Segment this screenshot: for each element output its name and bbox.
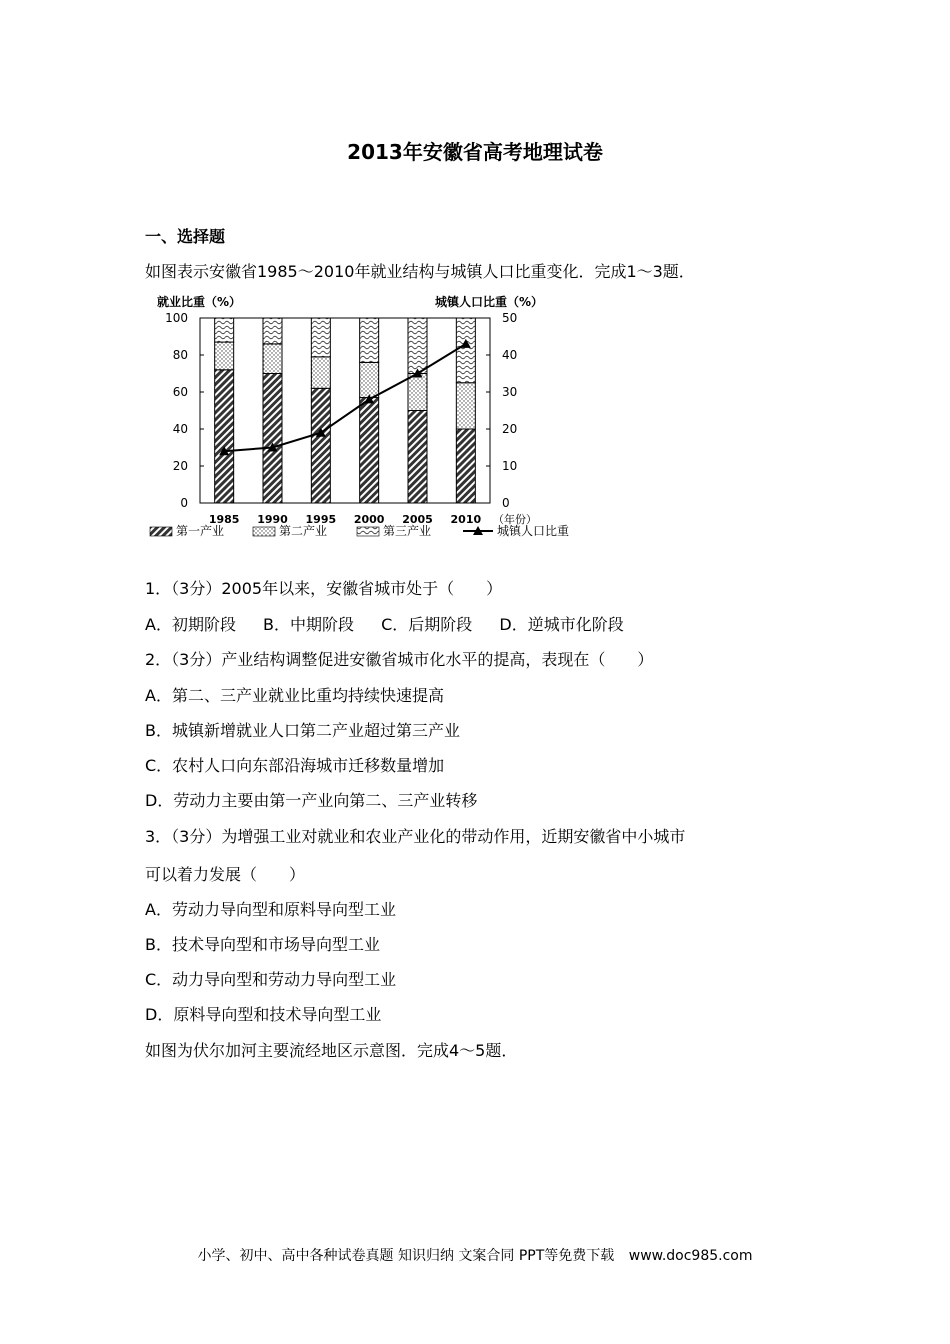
right-tick-label: 50 bbox=[502, 311, 518, 325]
legend-label-2: 第二产业 bbox=[279, 524, 328, 538]
bar-primary-industry bbox=[263, 374, 282, 504]
footer-text: 小学、初中、高中各种试卷真题 知识归纳 文案合同 PPT等免费下载 bbox=[197, 1248, 615, 1264]
right-tick-label: 10 bbox=[502, 459, 518, 473]
left-tick-label: 100 bbox=[165, 311, 188, 325]
left-tick-label: 60 bbox=[172, 385, 188, 399]
right-tick-label: 0 bbox=[502, 496, 510, 510]
question-1: 1．（3分）2005年以来，安徽省城市处于（ ） bbox=[145, 579, 503, 598]
legend-swatch-1 bbox=[150, 527, 172, 536]
question-2: 2．（3分）产业结构调整促进安徽省城市化水平的提高，表现在（ ） bbox=[145, 650, 654, 669]
right-axis-label: 城镇人口比重（%） bbox=[435, 295, 544, 309]
intro-text-2: 如图为伏尔加河主要流经地区示意图．完成4～5题． bbox=[145, 1041, 518, 1060]
q1-option-c: C．后期阶段 bbox=[381, 615, 473, 634]
bar-secondary-industry bbox=[360, 362, 379, 397]
left-tick-label: 0 bbox=[180, 496, 188, 510]
x-tick-label: 1990 bbox=[257, 513, 288, 526]
x-tick-label: 1995 bbox=[305, 513, 337, 526]
x-axis-label: （年份） bbox=[493, 513, 537, 526]
right-tick-label: 30 bbox=[502, 385, 518, 399]
footer-url[interactable]: www.doc985.com bbox=[628, 1248, 753, 1264]
q3-option-d: D．原料导向型和技术导向型工业 bbox=[145, 1005, 382, 1024]
q3-option-b: B．技术导向型和市场导向型工业 bbox=[145, 935, 380, 954]
right-tick-label: 40 bbox=[502, 348, 518, 362]
left-tick-label: 40 bbox=[172, 422, 188, 436]
footer bbox=[0, 1245, 950, 1265]
left-tick-label: 80 bbox=[172, 348, 188, 362]
q2-option-a: A．第二、三产业就业比重均持续快速提高 bbox=[145, 686, 444, 705]
q1-option-b: B．中期阶段 bbox=[263, 615, 355, 634]
plot-frame bbox=[200, 318, 490, 503]
bar-tertiary-industry bbox=[456, 318, 475, 383]
bar-secondary-industry bbox=[408, 374, 427, 411]
left-tick-label: 20 bbox=[172, 459, 188, 473]
bar-tertiary-industry bbox=[311, 318, 330, 357]
q3-option-c: C．动力导向型和劳动力导向型工业 bbox=[145, 970, 397, 989]
q1-option-d: D．逆城市化阶段 bbox=[499, 615, 624, 634]
right-tick-label: 20 bbox=[502, 422, 518, 436]
legend-label-3: 第三产业 bbox=[383, 524, 432, 538]
section-heading: 一、选择题 bbox=[145, 227, 226, 246]
question-3-line-2: 可以着力发展（ ） bbox=[145, 865, 306, 884]
bar-primary-industry bbox=[311, 388, 330, 503]
question-3-line-1: 3．（3分）为增强工业对就业和农业产业化的带动作用，近期安徽省中小城市 bbox=[145, 827, 686, 846]
employment-chart bbox=[145, 290, 595, 556]
bar-secondary-industry bbox=[263, 344, 282, 374]
intro-text-1: 如图表示安徽省1985～2010年就业结构与城镇人口比重变化．完成1～3题． bbox=[145, 262, 695, 281]
left-axis-label: 就业比重（%） bbox=[157, 295, 242, 309]
page-title: 2013年安徽省高考地理试卷 bbox=[347, 140, 603, 164]
q1-option-a: A．初期阶段 bbox=[145, 615, 236, 634]
bar-tertiary-industry bbox=[263, 318, 282, 344]
bar-primary-industry bbox=[408, 411, 427, 504]
legend-swatch-2 bbox=[253, 527, 275, 536]
bar-primary-industry bbox=[215, 370, 234, 503]
bar-tertiary-industry bbox=[360, 318, 379, 362]
bar-tertiary-industry bbox=[215, 318, 234, 342]
legend-label-line: 城镇人口比重 bbox=[497, 524, 570, 538]
x-tick-label: 2010 bbox=[450, 513, 482, 526]
legend-label-1: 第一产业 bbox=[176, 524, 225, 538]
q3-option-a: A．劳动力导向型和原料导向型工业 bbox=[145, 900, 396, 919]
question-1-options bbox=[145, 612, 624, 635]
x-tick-label: 2000 bbox=[353, 513, 385, 526]
bar-secondary-industry bbox=[311, 357, 330, 388]
q2-option-b: B．城镇新增就业人口第二产业超过第三产业 bbox=[145, 721, 460, 740]
q2-option-c: C．农村人口向东部沿海城市迁移数量增加 bbox=[145, 756, 445, 775]
bar-secondary-industry bbox=[456, 383, 475, 429]
legend-swatch-3 bbox=[357, 527, 379, 536]
urban-population-line bbox=[224, 344, 466, 451]
bar-primary-industry bbox=[360, 398, 379, 503]
x-tick-label: 2005 bbox=[402, 513, 433, 526]
chart-svg bbox=[145, 290, 595, 552]
bar-primary-industry bbox=[456, 429, 475, 503]
bar-tertiary-industry bbox=[408, 318, 427, 374]
x-tick-label: 1985 bbox=[208, 513, 240, 526]
bar-secondary-industry bbox=[215, 342, 234, 370]
q2-option-d: D．劳动力主要由第一产业向第二、三产业转移 bbox=[145, 791, 478, 810]
